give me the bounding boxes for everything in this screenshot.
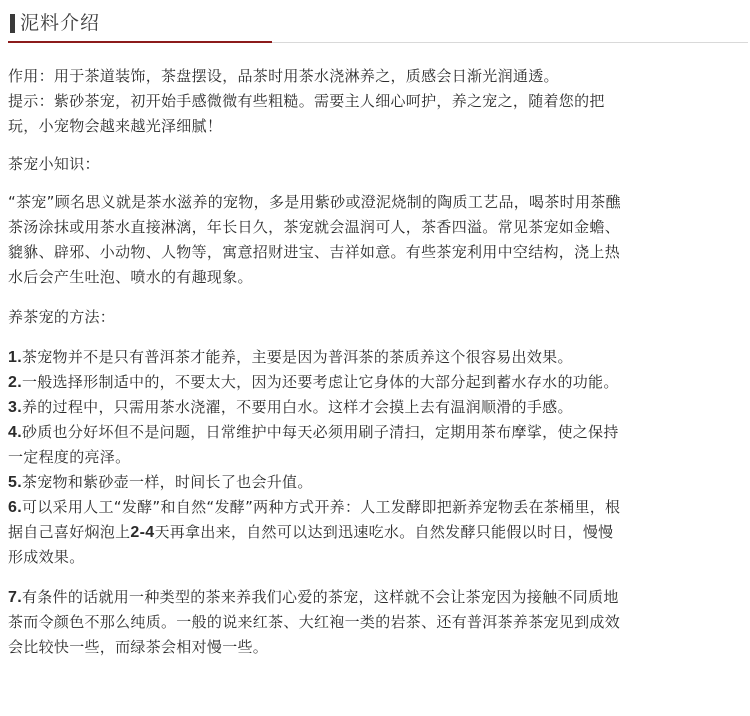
method-item-cont bbox=[8, 520, 742, 545]
article-body bbox=[8, 64, 742, 660]
intro-line-tip-cont: 玩，小宠物会越来越光泽细腻！ bbox=[8, 117, 223, 135]
method-item bbox=[8, 345, 742, 370]
method-item-cont: 茶而令颜色不那么纯质。一般的说来红茶、大红袍一类的岩茶、还有普洱茶养茶宠见到成效 bbox=[8, 613, 621, 631]
section-header bbox=[0, 0, 750, 47]
knowledge-line: 茶汤涂抹或用茶水直接淋漓，年长日久，茶宠就会温润可人，茶香四溢。常见茶宠如金蟾、 bbox=[8, 218, 621, 236]
method-text: 据自己喜好焖泡上 bbox=[8, 523, 131, 541]
method-text: 茶宠物并不是只有普洱茶才能养，主要是因为普洱茶的茶质养这个很容易出效果。 bbox=[21, 348, 573, 366]
method-item bbox=[8, 370, 742, 395]
intro-line-tip: 提示：紫砂茶宠，初开始手感微微有些粗糙。需要主人细心呵护，养之宠之，随着您的把 bbox=[8, 92, 605, 110]
method-text: 养的过程中，只需用茶水浇濯，不要用白水。这样才会摸上去有温润顺滑的手感。 bbox=[21, 398, 573, 416]
method-item bbox=[8, 470, 742, 495]
header-accent-bar bbox=[10, 14, 15, 33]
method-item-cont: 一定程度的亮泽。 bbox=[8, 448, 131, 466]
method-text: 茶宠物和紫砂壶一样，时间长了也会升值。 bbox=[21, 473, 313, 491]
method-number: 2. bbox=[8, 374, 22, 391]
knowledge-line: 貔貅、辟邪、小动物、人物等，寓意招财进宝、吉祥如意。有些茶宠利用中空结构，浇上热 bbox=[8, 243, 621, 261]
method-text: 天再拿出来，自然可以达到迅速吃水。自然发酵只能假以时日，慢慢 bbox=[154, 523, 614, 541]
method-number: 6. bbox=[8, 499, 22, 516]
method-item bbox=[8, 585, 742, 610]
method-item-cont: 会比较快一些，而绿茶会相对慢一些。 bbox=[8, 638, 269, 656]
method-number: 3. bbox=[8, 399, 22, 416]
method-text: 可以采用人工“发酵”和自然“发酵”两种方式开养：人工发酵即把新养宠物丢在茶桶里，根 bbox=[21, 498, 621, 516]
method-text: 砂质也分好坏但不是问题，日常维护中每天必须用刷子清扫，定期用茶布摩挲，使之保持 bbox=[21, 423, 619, 441]
method-inline-number: 2-4 bbox=[130, 524, 155, 541]
header-divider-accent bbox=[8, 41, 272, 43]
method-number: 1. bbox=[8, 349, 22, 366]
method-item-cont: 形成效果。 bbox=[8, 548, 85, 566]
knowledge-line: “茶宠”顾名思义就是茶水滋养的宠物，多是用紫砂或澄泥烧制的陶质工艺品，喝茶时用茶醮 bbox=[8, 193, 621, 211]
knowledge-heading: 茶宠小知识： bbox=[8, 155, 100, 173]
method-item bbox=[8, 495, 742, 520]
method-number: 5. bbox=[8, 474, 22, 491]
section-title: 泥料介绍 bbox=[20, 12, 101, 34]
intro-line-function: 作用：用于茶道装饰，茶盘摆设，品茶时用茶水浇淋养之，质感会日渐光润通透。 bbox=[8, 67, 559, 85]
method-text: 有条件的话就用一种类型的茶来养我们心爱的茶宠，这样就不会让茶宠因为接触不同质地 bbox=[21, 588, 619, 606]
method-text: 一般选择形制适中的，不要太大，因为还要考虑让它身体的大部分起到蓄水存水的功能。 bbox=[21, 373, 619, 391]
method-item bbox=[8, 420, 742, 445]
methods-heading: 养茶宠的方法： bbox=[8, 308, 116, 326]
method-item bbox=[8, 395, 742, 420]
method-number: 4. bbox=[8, 424, 22, 441]
method-number: 7. bbox=[8, 589, 22, 606]
knowledge-line: 水后会产生吐泡、喷水的有趣现象。 bbox=[8, 268, 253, 286]
